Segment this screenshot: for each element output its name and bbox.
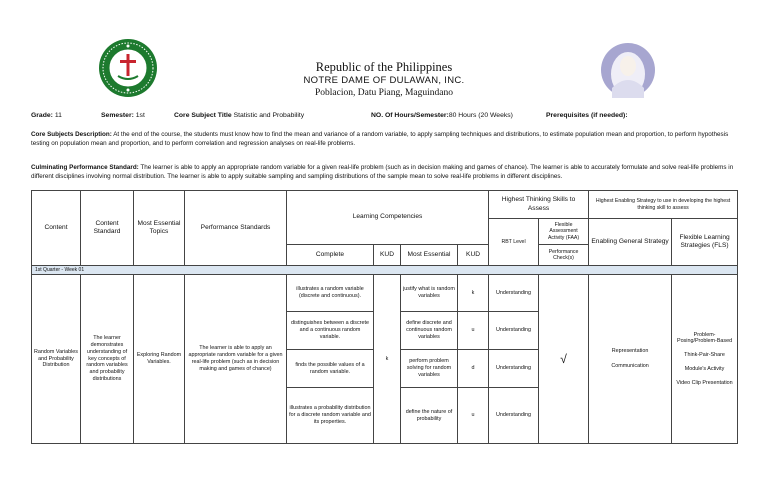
- header-rbt-level: RBT Level: [489, 219, 539, 266]
- complete-competency: illustrates a probability distribution for a discrete random variable and its properties.: [287, 388, 374, 444]
- school-name: NOTRE DAME OF DULAWAN, INC.: [303, 75, 465, 86]
- complete-competency: illustrates a random variable (discrete and continuous).: [287, 275, 374, 312]
- content-cell: Random Variables and Probability Distribution: [32, 275, 81, 444]
- republic-line: Republic of the Philippines: [315, 60, 453, 74]
- fls-item: Module's Activity: [684, 365, 725, 372]
- header-performance-checks: Performance Check(s): [539, 245, 589, 266]
- header-kud: KUD: [458, 245, 489, 266]
- complete-kud-cell: k: [374, 275, 401, 444]
- fls-item: Problem-Posing/Problem-Based: [676, 331, 733, 345]
- header-complete: Complete: [287, 245, 374, 266]
- prerequisites-label: Prerequisites (if needed):: [546, 112, 628, 119]
- subject-value: Statistic and Probability: [233, 112, 305, 119]
- hours-label: NO. Of Hours/Semester:: [371, 112, 449, 119]
- essential-competency: justify what is random variables: [401, 275, 458, 312]
- enabling-strategy: Communication: [611, 363, 649, 369]
- grade-label: Grade:: [31, 112, 53, 119]
- kud-cell: d: [458, 350, 489, 388]
- hours-value: 80 Hours (20 Weeks): [448, 112, 513, 119]
- document-header: [0, 0, 768, 110]
- enabling-general-cell: [589, 275, 672, 444]
- topics-cell: Exploring Random Variables.: [134, 275, 185, 444]
- curriculum-table: [31, 190, 738, 444]
- performance-standard-cell: The learner is able to apply an appropriate random variable for a given real-life problem (such as in decision making and games of chance): [185, 275, 287, 444]
- description-label: Core Subjects Description:: [31, 131, 112, 138]
- school-address: Poblacion, Datu Piang, Maguindano: [315, 88, 453, 98]
- description-text: At the end of the course, the students must know how to find the mean and variance of a random variable, to apply sampling techniques and distributions, to estimate population mean and proportion, to perform hypothesis testing on population mean and proportion, and to perform correlation and regression analyses on real-life problems.: [31, 131, 729, 147]
- fls-item: Think-Pair-Share: [684, 352, 725, 359]
- header-most-essential: Most Essential: [401, 245, 458, 266]
- fls-item: Video Clip Presentation: [676, 379, 733, 386]
- essential-competency: perform problem solving for random variables: [401, 350, 458, 388]
- rbt-cell: Understanding: [489, 388, 539, 444]
- essential-competency: define discrete and continuous random variables: [401, 312, 458, 350]
- header-kud: KUD: [374, 245, 401, 266]
- header-enabling-general: Enabling General Strategy: [589, 219, 672, 266]
- essential-competency: define the nature of probability: [401, 388, 458, 444]
- quarter-label: 1st Quarter - Week 01: [32, 266, 738, 275]
- header-learning-competencies: Learning Competencies: [287, 191, 489, 245]
- header-performance-standards: Performance Standards: [185, 191, 287, 266]
- enabling-strategy: Representation: [611, 348, 649, 355]
- culminating-text: The learner is able to apply an appropriate random variable for a given real-life problem (such as in decision making and games of chance). The learner is able to accurately formulate and solve real-life problems in different disciplines involving normal distribution. The learner is able to apply suitable sampling and sampling distributions of the sample mean to solve real-life problems in different disciplines.: [31, 164, 734, 180]
- course-description: [31, 130, 743, 148]
- check-mark-cell: √: [539, 275, 589, 444]
- rbt-cell: Understanding: [489, 350, 539, 388]
- kud-cell: k: [458, 275, 489, 312]
- kud-cell: u: [458, 388, 489, 444]
- madonna-portrait-icon: [600, 42, 656, 98]
- semester-value: 1st: [135, 112, 145, 119]
- culminating-label: Culminating Performance Standard:: [31, 164, 139, 171]
- header-highest-enabling: Highest Enabling Strategy to use in developing the highest thinking skill to assess: [589, 191, 738, 219]
- subject-label: Core Subject Title: [174, 112, 232, 119]
- course-info: [31, 111, 751, 121]
- complete-competency: distinguishes between a discrete and a continuous random variable.: [287, 312, 374, 350]
- grade-value: 11: [54, 112, 62, 119]
- semester-label: Semester:: [101, 112, 134, 119]
- table-row: [32, 275, 738, 312]
- content-standard-cell: The learner demonstrates understanding of key concepts of random variables and probability distributions: [81, 275, 134, 444]
- header-content-standard: Content Standard: [81, 191, 134, 266]
- header-most-essential-topics: Most Essential Topics: [134, 191, 185, 266]
- header-fls: Flexible Learning Strategies (FLS): [672, 219, 738, 266]
- header-highest-thinking: Highest Thinking Skills to Assess: [489, 191, 589, 219]
- rbt-cell: Understanding: [489, 275, 539, 312]
- school-seal-icon: [98, 38, 158, 98]
- complete-competency: finds the possible values of a random variable.: [287, 350, 374, 388]
- header-flexible-assessment: Flexible Assessment Activity (FAA): [539, 219, 589, 245]
- culminating-standard: [31, 163, 743, 181]
- kud-cell: u: [458, 312, 489, 350]
- header-content: Content: [32, 191, 81, 266]
- fls-cell: [672, 275, 738, 444]
- rbt-cell: Understanding: [489, 312, 539, 350]
